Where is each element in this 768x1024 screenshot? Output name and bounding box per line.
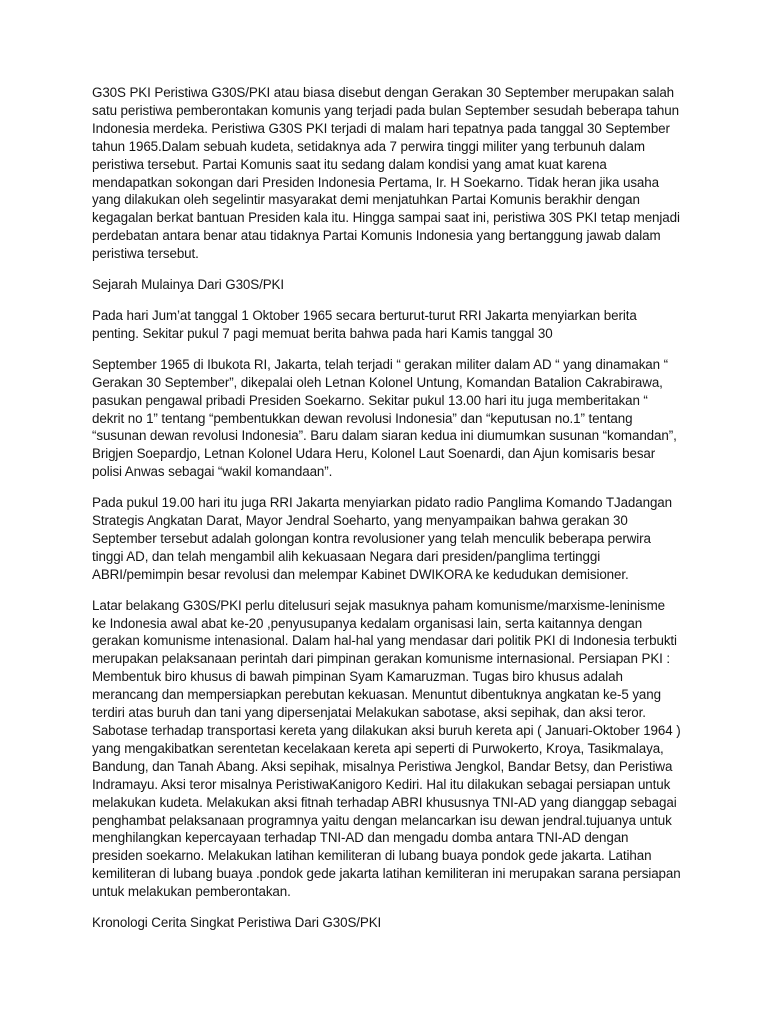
paragraph-30-september: September 1965 di Ibukota RI, Jakarta, telah terjadi “ gerakan militer dalam AD “ yang dinamakan “ Gerakan 30 September”, dikepalai oleh Letnan Kolonel Untung, Komandan Batalion Cakrabirawa, pasukan pengawal pribadi Presiden Soekarno. Sekitar pukul 13.00 hari itu juga memberitakan “ dekrit no 1” tentang “pembentukkan dewan revolusi Indonesia” dan “keputusan no.1” tentang “susunan dewan revolusi Indonesia”. Baru dalam siaran kedua ini diumumkan susunan “komandan”, Brigjen Soepardjo, Letnan Kolonel Udara Heru, Kolonel Laut Soenardi, dan Ajun komisaris besar polisi Anwas sebagai “wakil komandaan”.: [92, 356, 677, 480]
paragraph-pidato-soeharto: Pada pukul 19.00 hari itu juga RRI Jakarta menyiarkan pidato radio Panglima Komando TJadangan Strategis Angkatan Darat, Mayor Jendral Soeharto, yang menyampaikan bahwa gerakan 30 September tersebut adalah golongan kontra revolusioner yang telah menculik beberapa perwira tinggi AD, dan telah mengambil alih kekuasaan Negara dari presiden/panglima tertinggi ABRI/pemimpin besar revolusi dan melempar Kabinet DWIKORA ke kedudukan demisioner.: [92, 495, 673, 582]
document-page: [92, 84, 682, 945]
paragraph-latar-belakang: Latar belakang G30S/PKI perlu ditelusuri sejak masuknya paham komunisme/marxisme-leninisme ke Indonesia awal abat ke-20 ,penyusupanya kedalam organisasi lain, serta kaitannya dengan gerakan komunisme intenasional. Dalam hal-hal yang mendasar dari politik PKI di Indonesia terbukti merupakan pelaksanaan perintah dari pimpinan gerakan komunisme internasional. Persiapan PKI : Membentuk biro khusus di bawah pimpinan Syam Kamaruzman. Tugas biro khusus adalah merancang dan mempersiapkan perebutan kekuasan. Menuntut dibentuknya angkatan ke-5 yang terdiri atas buruh dan tani yang dipersenjatai Melakukan sabotase, aksi sepihak, dan aksi teror. Sabotase terhadap transportasi kereta yang dilakukan aksi buruh kereta api ( Januari-Oktober 1964 ) yang mengakibatkan serentetan kecelakaan kereta api seperti di Purwokerto, Kroya, Tasikmalaya, Bandung, dan Tanah Abang. Aksi sepihak, misalnya Peristiwa Jengkol, Bandar Betsy, dan Peristiwa Indramayu. Aksi teror misalnya PeristiwaKanigoro Kediri. Hal itu dilakukan sebagai persiapan untuk melakukan kudeta. Melakukan aksi fitnah terhadap ABRI khususnya TNI-AD yang dianggap sebagai penghambat pelaksanaan programnya yaitu dengan melancarkan isu dewan jendral.tujuanya untuk menghilangkan kepercayaan terhadap TNI-AD dan mengadu domba antara TNI-AD dengan presiden soekarno. Melakukan latihan kemiliteran di lubang buaya pondok gede jakarta. Latihan kemiliteran di lubang buaya .pondok gede jakarta latihan kemiliteran ini merupakan sarana persiapan untuk melakukan pemberontakan.: [92, 597, 681, 900]
paragraph-1-oktober: Pada hari Jum’at tanggal 1 Oktober 1965 secara berturut-turut RRI Jakarta menyiarkan berita penting. Sekitar pukul 7 pagi memuat berita bahwa pada hari Kamis tanggal 30: [92, 307, 637, 341]
section-heading-kronologi: Kronologi Cerita Singkat Peristiwa Dari G30S/PKI: [92, 915, 382, 931]
section-heading-sejarah: Sejarah Mulainya Dari G30S/PKI: [92, 277, 285, 293]
intro-paragraph: G30S PKI Peristiwa G30S/PKI atau biasa disebut dengan Gerakan 30 September merupakan salah satu peristiwa pemberontakan komunis yang terjadi pada bulan September sesudah beberapa tahun Indonesia merdeka. Peristiwa G30S PKI terjadi di malam hari tepatnya pada tanggal 30 September tahun 1965.Dalam sebuah kudeta, setidaknya ada 7 perwira tinggi militer yang terbunuh dalam peristiwa tersebut. Partai Komunis saat itu sedang dalam kondisi yang amat kuat karena mendapatkan sokongan dari Presiden Indonesia Pertama, Ir. H Soekarno. Tidak heran jika usaha yang dilakukan oleh segelintir masyarakat demi menjatuhkan Partai Komunis berakhir dengan kegagalan berkat bantuan Presiden kala itu. Hingga sampai saat ini, peristiwa 30S PKI tetap menjadi perdebatan antara benar atau tidaknya Partai Komunis Indonesia yang bertanggung jawab dalam peristiwa tersebut.: [92, 85, 680, 262]
